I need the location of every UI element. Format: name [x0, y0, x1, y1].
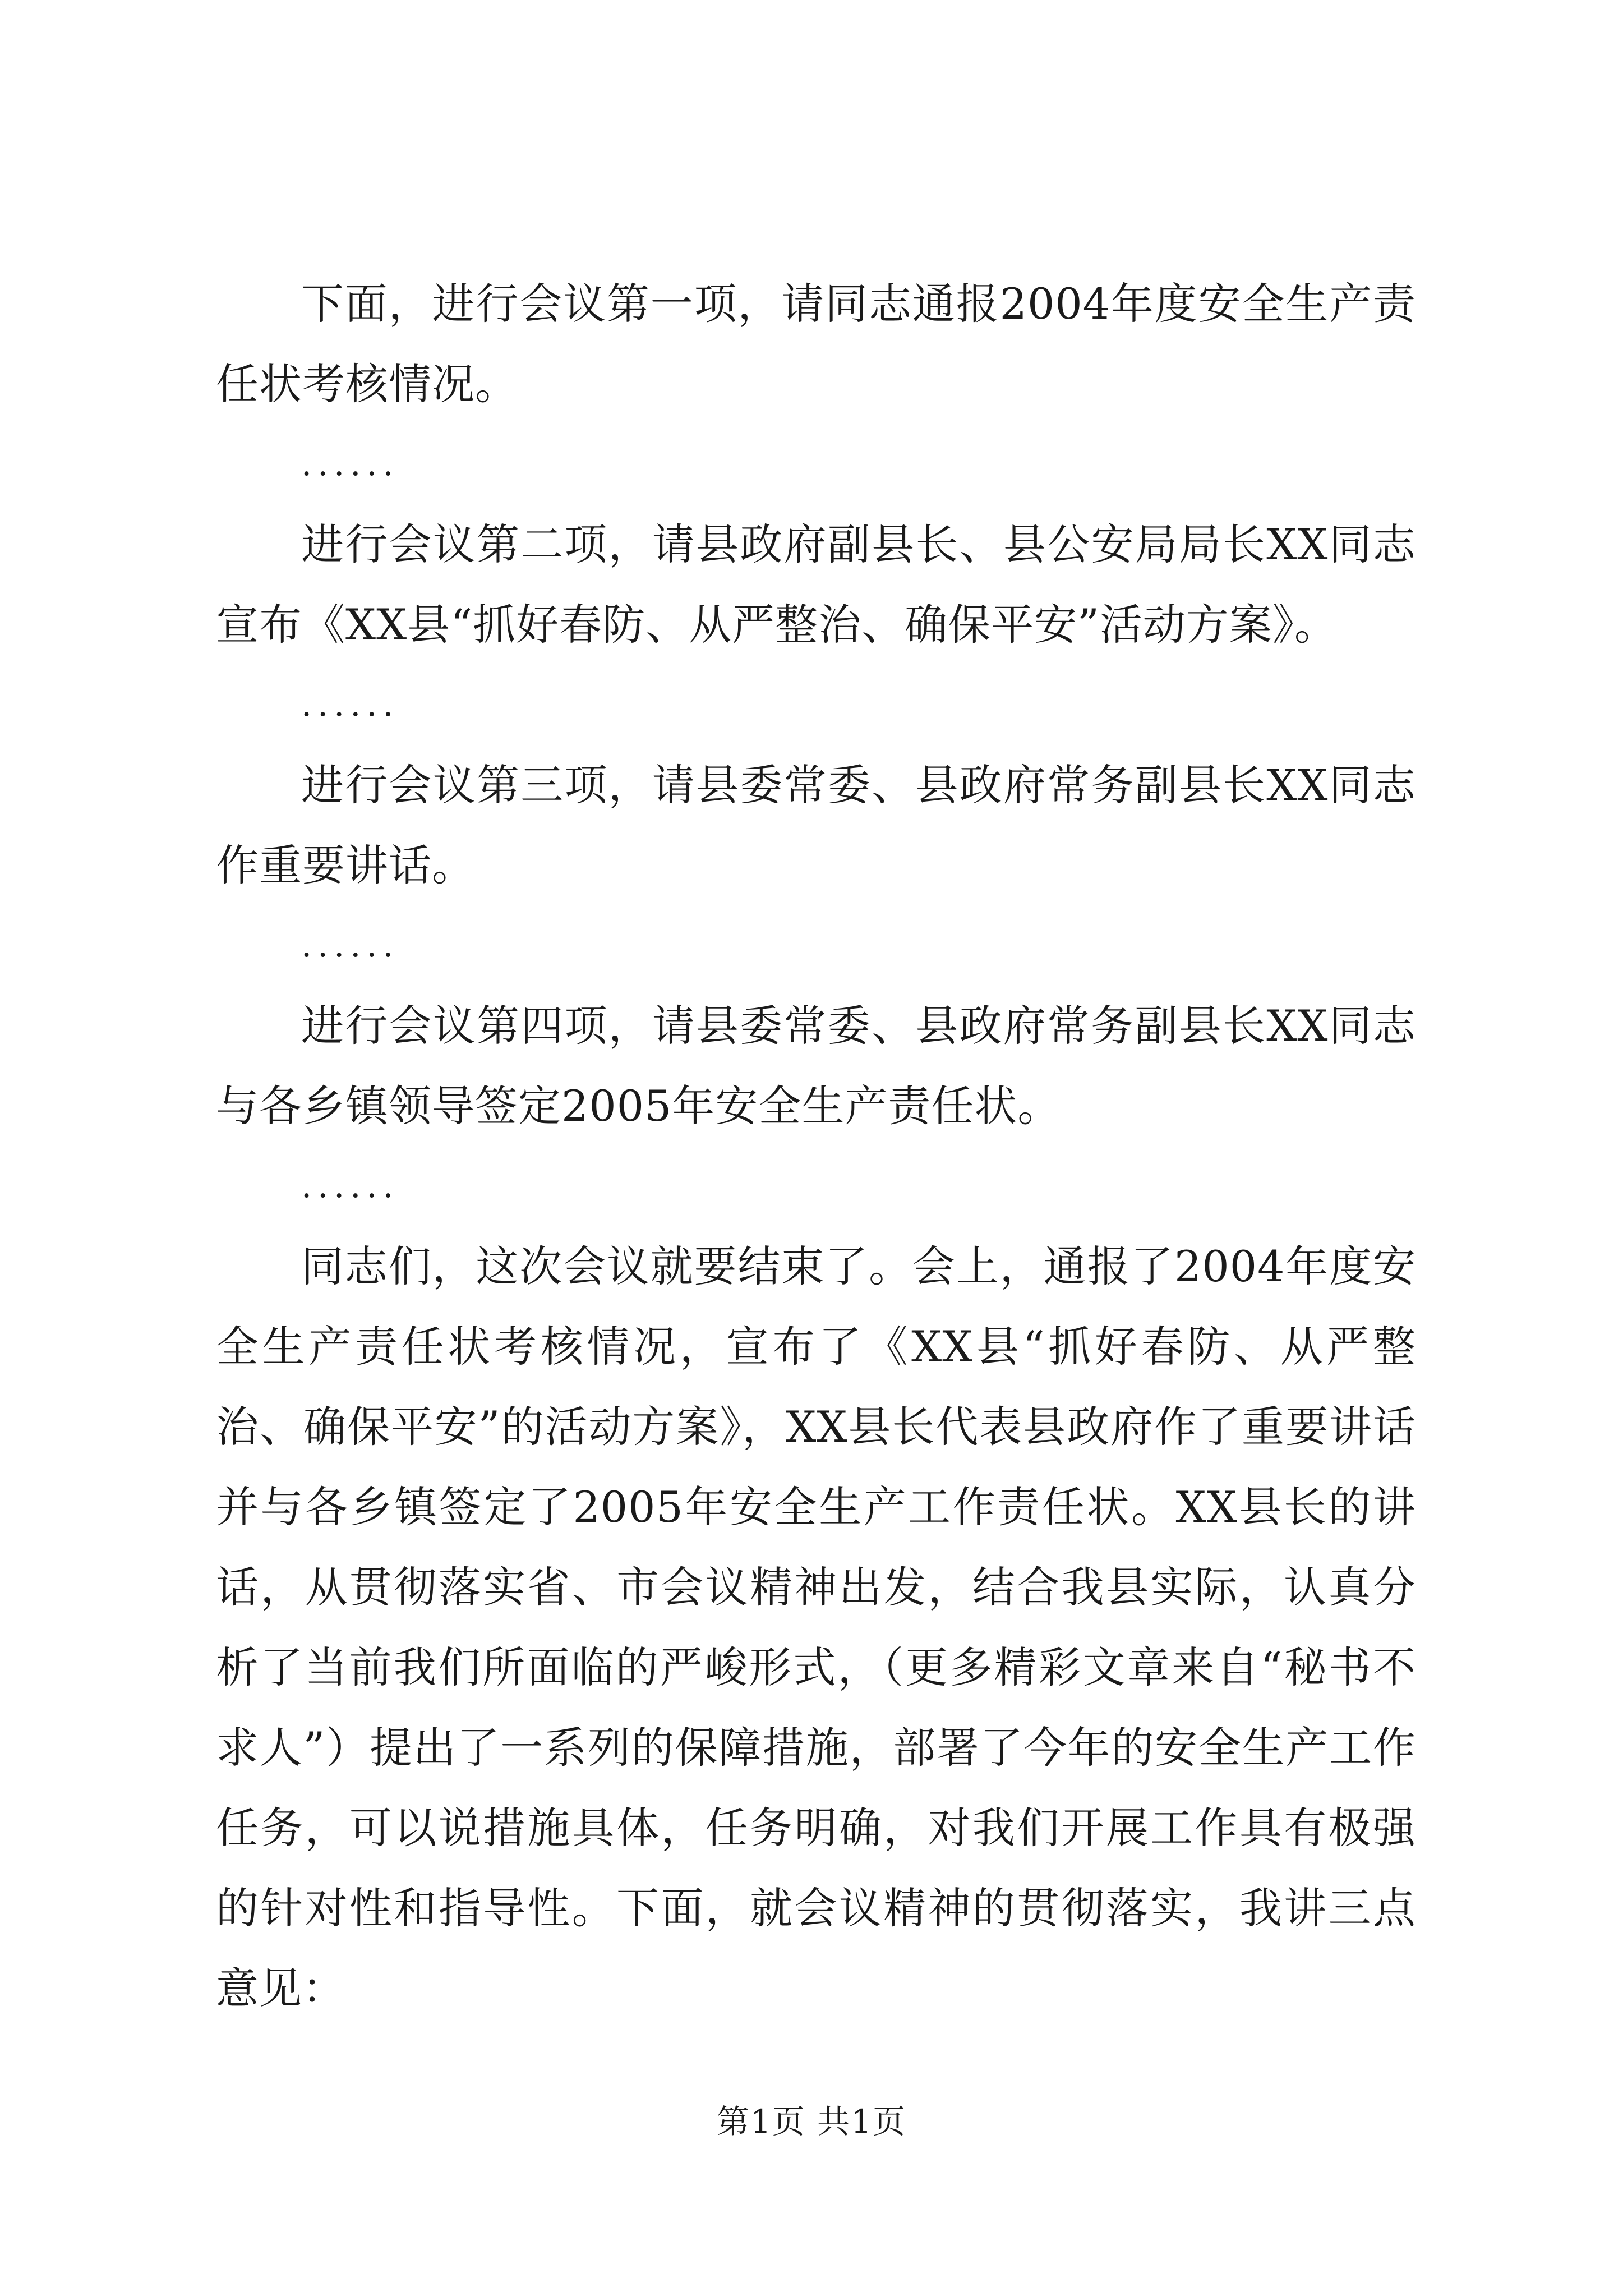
- closing-paragraph: 同志们，这次会议就要结束了。会上，通报了2004年度安全生产责任状考核情况，宣布了《XX县“抓好春防、从严整治、确保平安”的活动方案》，XX县长代表县政府作了重要讲话并与各乡镇签定了2005年安全生产工作责任状。XX县长的讲话，从贯彻落实省、市会议精神出发，结合我县实际，认真分析了当前我们所面临的严峻形式，（更多精彩文章来自“秘书不求人”）提出了一系列的保障措施，部署了今年的安全生产工作任务，可以说措施具体，任务明确，对我们开展工作具有极强的针对性和指导性。下面，就会议精神的贯彻落实，我讲三点意见：: [216, 1241, 1416, 2013]
- ellipsis-separator: ......: [301, 926, 399, 965]
- paragraph-item-4: 进行会议第四项，请县委常委、县政府常务副县长XX同志与各乡镇领导签定2005年安全生产责任状。: [216, 1001, 1416, 1131]
- document-body: [216, 264, 1416, 2028]
- ellipsis-separator: ......: [301, 685, 399, 724]
- ellipsis-separator: ......: [301, 444, 399, 484]
- paragraph-item-2: 进行会议第二项，请县政府副县长、县公安局局长XX同志宣布《XX县“抓好春防、从严整治、确保平安”活动方案》。: [216, 519, 1416, 650]
- paragraph-item-3: 进行会议第三项，请县委常委、县政府常务副县长XX同志作重要讲话。: [216, 760, 1416, 890]
- page-number-footer: 第1页 共1页: [716, 2102, 907, 2141]
- ellipsis-separator: ......: [301, 1166, 399, 1205]
- paragraph-item-1: 下面，进行会议第一项，请同志通报2004年度安全生产责任状考核情况。: [216, 279, 1416, 409]
